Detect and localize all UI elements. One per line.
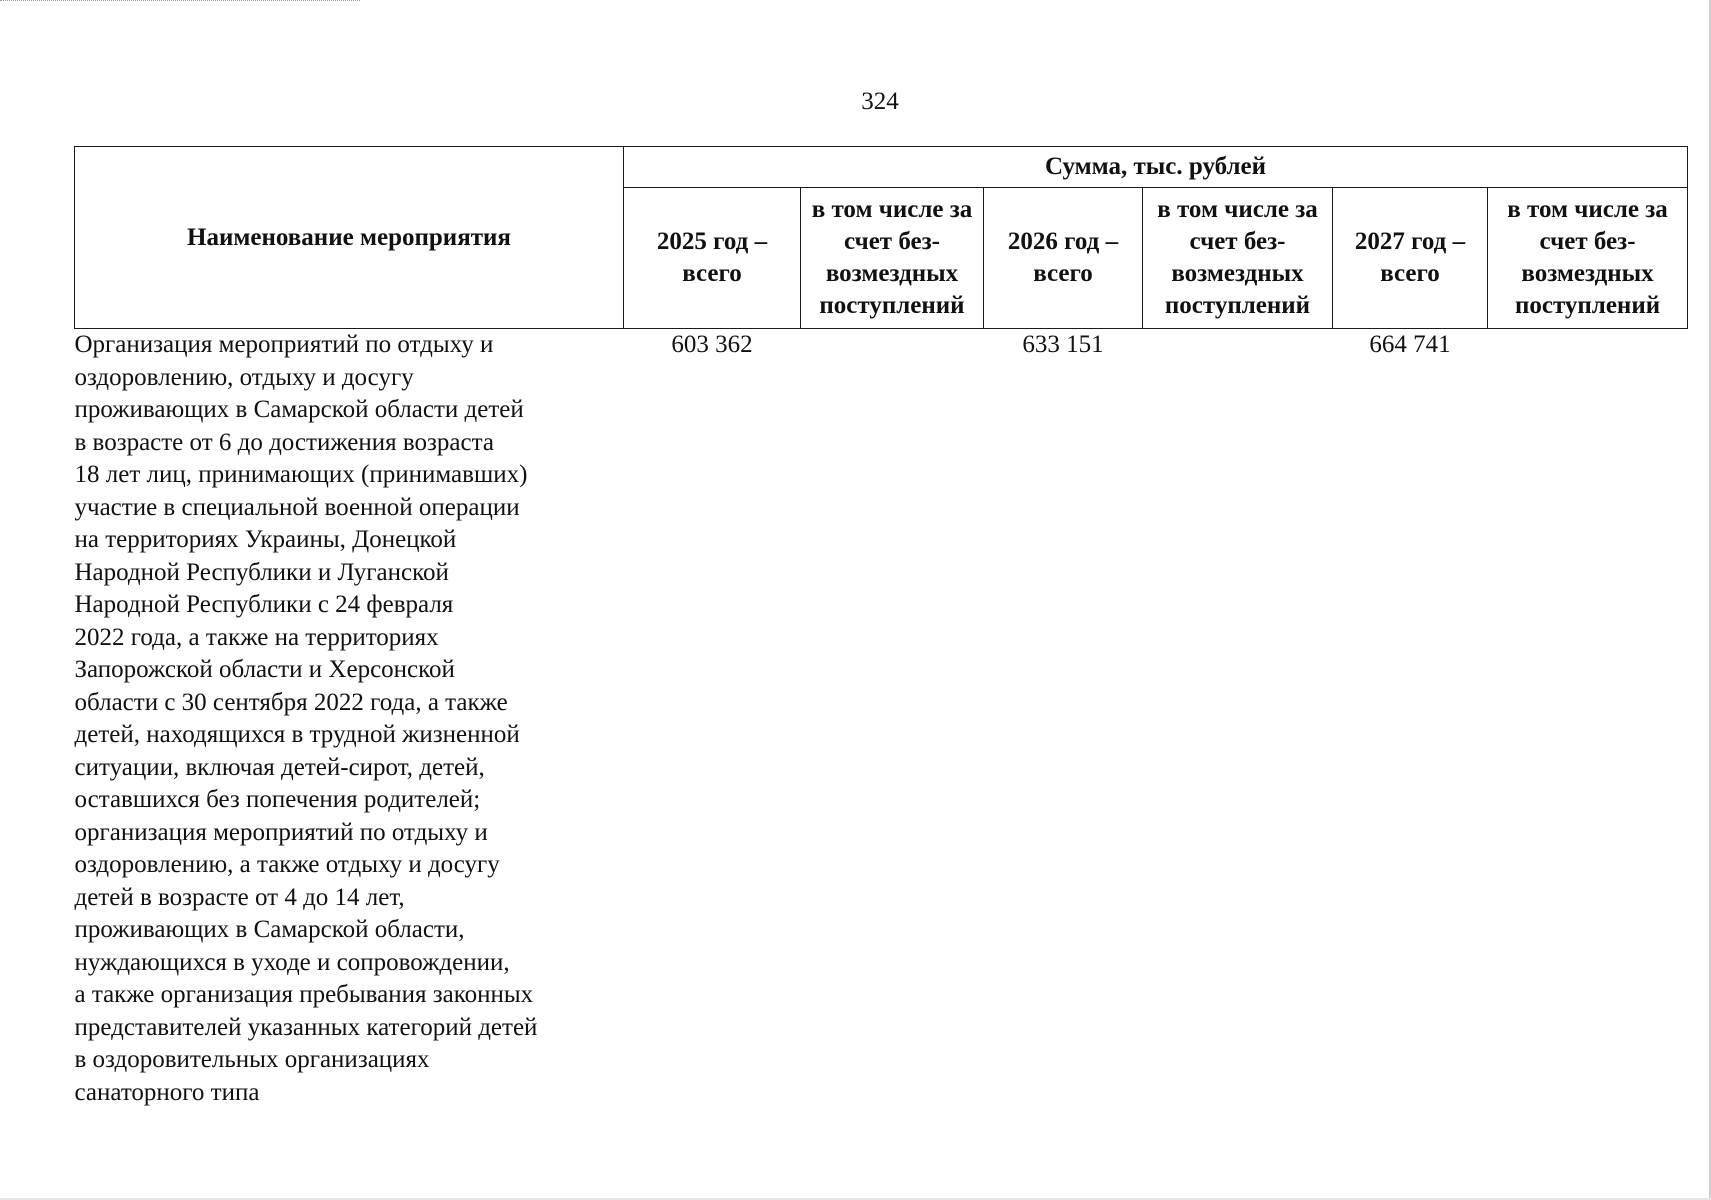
column-header-2025-total: 2025 год – всего [624,188,801,329]
measure-name-line: ситуации, включая детей-сирот, детей, [74,753,485,781]
measure-name-line: в оздоровительных организациях [74,1046,430,1073]
measure-name-line: 18 лет лиц, принимающих (принимавших) [74,461,528,488]
column-header-2026-total: 2026 год – всего [984,188,1143,329]
column-header-2026-grants: в том числе за счет безвозмездных поступлений [1143,188,1333,329]
measure-name-line: 2022 года, а также на территориях [74,623,439,651]
measure-name-line: оставшихся без попечения родителей; [74,786,481,813]
measure-name-line: организация мероприятий по отдыху и [74,818,488,846]
column-header-name: Наименование мероприятия [75,147,624,329]
value-2026-total: 633 151 [984,329,1143,1110]
value-2025-total: 603 362 [624,329,801,1110]
value-2027-grants [1488,329,1688,1110]
measure-name-line: области с 30 сентября 2022 года, а также [74,688,508,716]
measure-name-line: оздоровлению, а также отдыху и досугу [74,851,500,878]
measure-name-line: представителей указанных категорий детей [74,1013,538,1041]
measure-name-line: Народной Республики и Луганской [74,558,449,586]
table-row [75,329,1688,1110]
column-header-2025-grants: в том числе за счет безвозмездных поступлений [801,188,984,329]
measure-name-line: детей в возрасте от 4 до 14 лет, [74,883,405,911]
measure-name-line: Организация мероприятий по отдыху и [74,331,494,358]
measure-name-line: на территориях Украины, Донецкой [74,526,457,553]
column-header-2027-grants: в том числе за счет безвозмездных поступлений [1488,188,1688,329]
measure-name-line: проживающих в Самарской области, [74,916,465,943]
value-2026-grants [1143,329,1333,1110]
column-header-2027-total: 2027 год – всего [1333,188,1488,329]
column-group-header-sum: Сумма, тыс. рублей [624,147,1688,188]
measure-name-line: проживающих в Самарской области детей [74,396,524,423]
budget-table [74,146,1688,1109]
measure-name-line: Запорожской области и Херсонской [74,656,455,683]
measure-name-line: в возрасте от 6 до достижения возраста [74,428,494,456]
measure-name-line: а также организация пребывания законных [74,981,534,1008]
measure-name-cell [75,329,624,1110]
measure-name-line: детей, находящихся в трудной жизненной [74,721,520,748]
page-number: 324 [861,88,899,115]
measure-name-line: санаторного типа [74,1078,260,1106]
measure-name-line: оздоровлению, отдыху и досугу [74,363,414,391]
measure-name-line: Народной Республики с 24 февраля [74,591,454,618]
measure-name-line: участие в специальной военной операции [74,493,520,521]
value-2025-grants [801,329,984,1110]
measure-name-line: нуждающихся в уходе и сопровождении, [74,948,510,976]
scan-artifact [0,0,360,7]
value-2027-total: 664 741 [1333,329,1488,1110]
